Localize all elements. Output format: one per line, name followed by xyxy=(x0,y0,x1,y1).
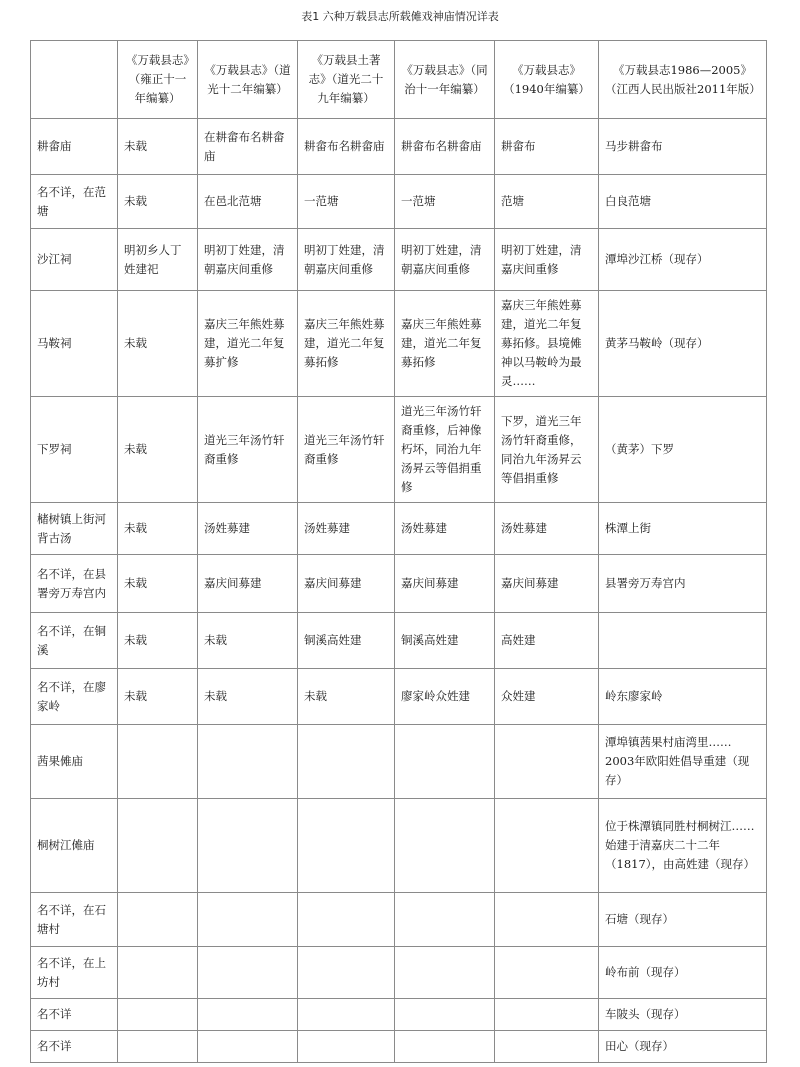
record-cell: 一范塘 xyxy=(395,175,495,229)
temple-name-cell: 名不详 xyxy=(31,1031,118,1063)
record-cell: 未载 xyxy=(118,555,198,613)
header-cell: 《万载县志》（道光十二年编纂） xyxy=(198,41,298,119)
record-cell xyxy=(118,893,198,947)
record-cell: 嘉庆三年熊姓募建，道光二年复募扩修 xyxy=(198,291,298,397)
record-cell: 明初丁姓建，清朝嘉庆间重修 xyxy=(198,229,298,291)
record-cell: 白良范塘 xyxy=(599,175,767,229)
record-cell: 岭布前（现存） xyxy=(599,947,767,999)
record-cell xyxy=(198,893,298,947)
temple-table xyxy=(30,40,767,1063)
table-row xyxy=(31,893,767,947)
table-row xyxy=(31,799,767,893)
table-row xyxy=(31,503,767,555)
table-row xyxy=(31,397,767,503)
header-cell xyxy=(31,41,118,119)
record-cell: 汤姓募建 xyxy=(198,503,298,555)
temple-name-cell: 名不详，在廖家岭 xyxy=(31,669,118,725)
temple-name-cell: 名不详 xyxy=(31,999,118,1031)
temple-name-cell: 沙江祠 xyxy=(31,229,118,291)
record-cell: 嘉庆三年熊姓募建，道光二年复募拓修。县境傩神以马鞍岭为最灵…… xyxy=(495,291,599,397)
table-row xyxy=(31,725,767,799)
record-cell xyxy=(395,947,495,999)
temple-name-cell: 桐树江傩庙 xyxy=(31,799,118,893)
record-cell: 铜溪高姓建 xyxy=(298,613,395,669)
record-cell xyxy=(118,999,198,1031)
temple-name-cell: 名不详，在县署旁万寿宫内 xyxy=(31,555,118,613)
record-cell xyxy=(198,947,298,999)
record-cell: 未载 xyxy=(198,669,298,725)
record-cell xyxy=(395,799,495,893)
record-cell xyxy=(495,1031,599,1063)
record-cell: 未载 xyxy=(298,669,395,725)
record-cell: 一范塘 xyxy=(298,175,395,229)
table-row xyxy=(31,947,767,999)
record-cell: 嘉庆三年熊姓募建，道光二年复募拓修 xyxy=(395,291,495,397)
record-cell: 未载 xyxy=(118,397,198,503)
record-cell xyxy=(495,947,599,999)
header-cell: 《万载县志》（雍正十一年编纂） xyxy=(118,41,198,119)
temple-name-cell: 槠树镇上街河背古汤 xyxy=(31,503,118,555)
table-row xyxy=(31,291,767,397)
table-caption: 表1 六种万载县志所载傩戏神庙情况详表 xyxy=(301,10,499,23)
record-cell: 范塘 xyxy=(495,175,599,229)
temple-name-cell: 下罗祠 xyxy=(31,397,118,503)
record-cell xyxy=(198,799,298,893)
table-row xyxy=(31,999,767,1031)
record-cell: 道光三年汤竹轩裔重修 xyxy=(198,397,298,503)
record-cell xyxy=(495,799,599,893)
temple-name-cell: 马鞍祠 xyxy=(31,291,118,397)
record-cell xyxy=(118,725,198,799)
record-cell xyxy=(599,613,767,669)
header-cell: 《万载县志1986—2005》（江西人民出版社2011年版） xyxy=(599,41,767,119)
record-cell xyxy=(198,1031,298,1063)
header-cell: 《万载县土著志》（道光二十九年编纂） xyxy=(298,41,395,119)
record-cell: 未载 xyxy=(118,503,198,555)
record-cell: 道光三年汤竹轩裔重修 xyxy=(298,397,395,503)
header-row xyxy=(31,41,767,119)
record-cell: 高姓建 xyxy=(495,613,599,669)
table-row xyxy=(31,119,767,175)
record-cell: 未载 xyxy=(118,669,198,725)
record-cell: 铜溪高姓建 xyxy=(395,613,495,669)
table-row xyxy=(31,229,767,291)
record-cell: 岭东廖家岭 xyxy=(599,669,767,725)
header-cell: 《万载县志》（同治十一年编纂） xyxy=(395,41,495,119)
record-cell: 田心（现存） xyxy=(599,1031,767,1063)
record-cell: 嘉庆三年熊姓募建，道光二年复募拓修 xyxy=(298,291,395,397)
record-cell xyxy=(118,947,198,999)
record-cell: 石塘（现存） xyxy=(599,893,767,947)
record-cell xyxy=(298,947,395,999)
record-cell: 未载 xyxy=(118,175,198,229)
temple-name-cell: 名不详，在石塘村 xyxy=(31,893,118,947)
record-cell xyxy=(495,725,599,799)
record-cell: 车陂头（现存） xyxy=(599,999,767,1031)
table-row xyxy=(31,669,767,725)
record-cell: 耕畲布名耕畲庙 xyxy=(298,119,395,175)
record-cell: 嘉庆间募建 xyxy=(495,555,599,613)
record-cell: 耕畲布名耕畲庙 xyxy=(395,119,495,175)
record-cell xyxy=(395,999,495,1031)
record-cell: 道光三年汤竹轩裔重修，后神像朽坏，同治九年汤昇云等倡捐重修 xyxy=(395,397,495,503)
temple-name-cell: 名不详，在范塘 xyxy=(31,175,118,229)
record-cell: 未载 xyxy=(118,613,198,669)
record-cell xyxy=(495,999,599,1031)
record-cell: 在邑北范塘 xyxy=(198,175,298,229)
record-cell xyxy=(298,893,395,947)
record-cell: 马步耕畲布 xyxy=(599,119,767,175)
table-row xyxy=(31,175,767,229)
record-cell: 众姓建 xyxy=(495,669,599,725)
record-cell xyxy=(298,725,395,799)
record-cell xyxy=(198,999,298,1031)
record-cell: 株潭上街 xyxy=(599,503,767,555)
record-cell: 下罗，道光三年汤竹轩裔重修，同治九年汤昇云等倡捐重修 xyxy=(495,397,599,503)
record-cell: 潭埠沙江桥（现存） xyxy=(599,229,767,291)
record-cell: 嘉庆间募建 xyxy=(395,555,495,613)
record-cell: 位于株潭镇同胜村桐树江……始建于清嘉庆二十二年（1817），由高姓建（现存） xyxy=(599,799,767,893)
record-cell: （黄茅）下罗 xyxy=(599,397,767,503)
record-cell xyxy=(298,999,395,1031)
table-row xyxy=(31,555,767,613)
temple-name-cell: 名不详，在铜溪 xyxy=(31,613,118,669)
record-cell: 明初乡人丁姓建祀 xyxy=(118,229,198,291)
record-cell xyxy=(395,893,495,947)
record-cell: 汤姓募建 xyxy=(495,503,599,555)
record-cell: 耕畲布 xyxy=(495,119,599,175)
record-cell: 明初丁姓建，清朝嘉庆间重修 xyxy=(298,229,395,291)
record-cell xyxy=(298,1031,395,1063)
record-cell: 明初丁姓建，清嘉庆间重修 xyxy=(495,229,599,291)
record-cell: 廖家岭众姓建 xyxy=(395,669,495,725)
record-cell: 汤姓募建 xyxy=(395,503,495,555)
record-cell: 县署旁万寿宫内 xyxy=(599,555,767,613)
record-cell xyxy=(198,725,298,799)
record-cell xyxy=(395,725,495,799)
record-cell: 未载 xyxy=(198,613,298,669)
record-cell xyxy=(395,1031,495,1063)
header-cell: 《万载县志》（1940年编纂） xyxy=(495,41,599,119)
record-cell: 明初丁姓建，清朝嘉庆间重修 xyxy=(395,229,495,291)
record-cell: 嘉庆间募建 xyxy=(298,555,395,613)
temple-name-cell: 耕畲庙 xyxy=(31,119,118,175)
record-cell xyxy=(118,1031,198,1063)
record-cell xyxy=(495,893,599,947)
temple-name-cell: 名不详，在上坊村 xyxy=(31,947,118,999)
record-cell: 汤姓募建 xyxy=(298,503,395,555)
temple-name-cell: 茜果傩庙 xyxy=(31,725,118,799)
record-cell: 在耕畲布名耕畲庙 xyxy=(198,119,298,175)
table-row xyxy=(31,613,767,669)
record-cell: 未载 xyxy=(118,291,198,397)
record-cell xyxy=(118,799,198,893)
record-cell xyxy=(298,799,395,893)
record-cell: 未载 xyxy=(118,119,198,175)
record-cell: 潭埠镇茜果村庙湾里……2003年欧阳姓倡导重建（现存） xyxy=(599,725,767,799)
record-cell: 黄茅马鞍岭（现存） xyxy=(599,291,767,397)
record-cell: 嘉庆间募建 xyxy=(198,555,298,613)
table-row xyxy=(31,1031,767,1063)
